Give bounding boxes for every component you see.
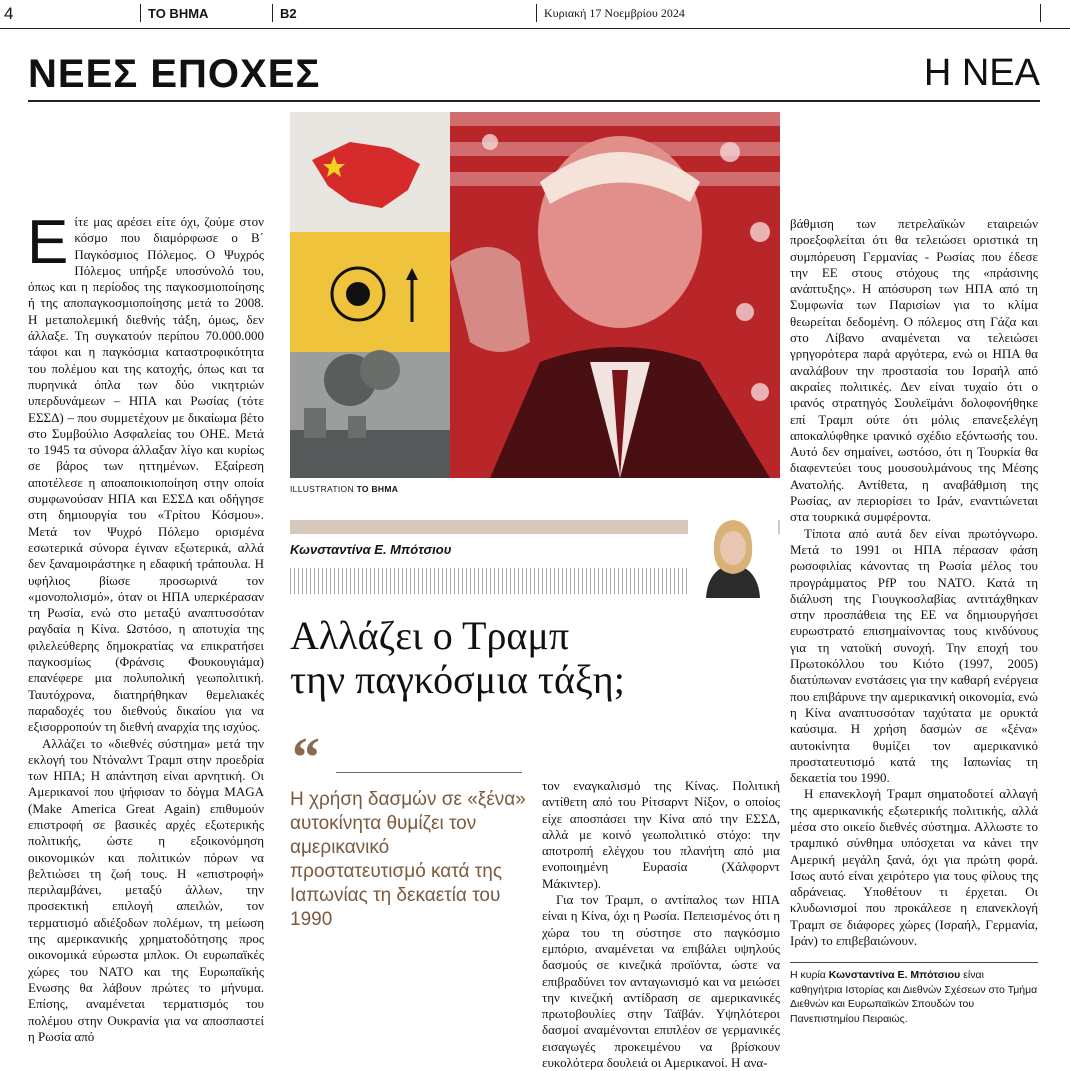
bio-rule xyxy=(790,962,1038,963)
section-title: ΝΕΕΣ ΕΠΟΧΕΣ xyxy=(28,52,321,96)
pull-quote: Η χρήση δασμών σε «ξένα» αυτοκίνητα θυμίζει τον αμερικανικό προστατευτισμό κατά της Ιαπωνίας τη δεκαετία του 1990 xyxy=(290,789,526,930)
illustration-credit: ILLUSTRATION ΤΟ ΒΗΜΑ xyxy=(290,484,399,494)
quote-mark-icon: “ xyxy=(292,727,320,789)
article-column-3 xyxy=(542,778,780,1071)
section-code: B2 xyxy=(280,6,297,21)
illustration xyxy=(290,112,780,478)
top-bar xyxy=(0,0,1070,29)
headline-line-2: την παγκόσμια τάξη; xyxy=(290,657,625,702)
author-photo xyxy=(688,514,778,598)
decorative-hatch xyxy=(290,568,690,594)
illustration-art xyxy=(290,112,780,478)
paper-name: ΤΟ ΒΗΜΑ xyxy=(148,6,209,21)
paragraph: βάθμιση των πετρελαϊκών εταιρειών προεξοφλείται ότι θα τελειώσει οριστικά τη συμπόρευση Γερμανίας - Ρωσίας που έδεσε την ΕΕ στους στόχους της «πράσινης ανάπτυξης». Η απόσυρση των ΗΠΑ από τη Συμφωνία των Παρισίων για το κλίμα θεωρείται δεδομένη. Ο πόλεμος στη Γάζα και στο Λίβανο αναμένεται να τελειώσει γρηγορότερα παρά αργότερα, ενώ οι ΗΠΑ θα αναλάβουν την προστασία του Ισραήλ από ακραίες πολιτικές. Δεν είναι τυχαίο ότι ο ιρανός στρατηγός Σουλεϊμάνι δολοφονήθηκε επί Τραμπ ούτε ότι μόλις επανεξελέγη αποκαλύφθηκε ιρανικό σχέδιο εξόντωσής του. Αυτό δεν σημαίνει, ωστόσο, ότι η Τουρκία θα διαφεντεύει τους μουσουλμάνους της Μέσης Ανατολής. Αντίθετα, η αναβάθμιση της Ρωσίας, αν περιορίσει το Ιράν, εναντιώνεται στα τουρκικά συμφέροντα. xyxy=(790,216,1038,525)
headline xyxy=(290,614,780,702)
paragraph: Τίποτα από αυτά δεν είναι πρωτόγνωρο. Μετά το 1991 οι ΗΠΑ πέρασαν φάση ρωσοφιλίας κάνοντας τη Ρωσία μέλος του προγράμματος PfP του ΝΑΤΟ. Κατά τη διάλυση της Γιουγκοσλαβίας αντιτάχθηκαν στην προσπάθεια της ΕΕ να δημιουργήσει ευρωστρατό επισημαίνοντας τους κινδύνους για τη νατοϊκή συνοχή. Την εποχή του Πρωτοκόλλου του Κιότο (1997, 2005) διατύπωναν ενστάσεις για την καθαρή ενέργεια που επιβάρυνε την αμερικανική οικονομία, ενώ η Κίνα αναπτυσσόταν ταχύτατα με ορυκτά καύσιμα. Η χρήση δασμών σε «ξένα» αυτοκίνητα θυμίζει τον αμερικανικό προστατευτισμό κατά της Ιαπωνίας τη δεκαετία του 1990. xyxy=(790,525,1038,786)
article-column-1 xyxy=(27,208,264,1044)
article-column-4 xyxy=(790,216,1038,956)
drop-cap: Ε xyxy=(27,208,69,277)
author-byline: Κωνσταντίνα Ε. Μπότσιου xyxy=(290,542,452,557)
paragraph: τον εναγκαλισμό της Κίνας. Πολιτική αντίθετη από του Ρίτσαρντ Νίξον, ο οποίος είχε αποσπάσει την Κίνα από την ΕΣΣΔ, αλλά με κοινό γεωπολιτικό στόχο: την αποτροπή ελέγχου του πλανήτη από μια ενοποιημένη Ευρασία (Χάλφορντ Μάκιντερ). xyxy=(542,778,780,891)
paragraph: Για τον Τραμπ, ο αντίπαλος των ΗΠΑ είναι η Κίνα, όχι η Ρωσία. Πεπεισμένος ότι η χώρα του τη σύστησε στο παγκόσμιο εμπόριο, αναμένεται να επιβάλει υψηλούς δασμούς σε κινεζικά προϊόντα, ώστε να επιβραδύνει τον ανταγωνισμό και να μειώσει την κινεζική αντίδραση σε αμερικανικές πρωτοβουλίες στην Ταϊβάν. Υψηλότεροι δασμοί αναμένονται επιπλέον σε γερμανικές εισαγωγές προκειμένου να βρίσκουν ευκολότερα δουλειά οι Αμερικανοί. Η ανα- xyxy=(542,892,780,1071)
issue-date: Κυριακή 17 Νοεμβρίου 2024 xyxy=(544,6,685,20)
paragraph: ίτε μας αρέσει είτε όχι, ζούμε στον κόσμο που διαμόρφωσε ο Β΄ Παγκόσμιος Πόλεμος. Ο Ψυχρός Πόλεμος υπήρξε υποσύνολό του, όπως και η περίοδος της παγκοσμιοποίησης ή της αποπαγκοσμιοποίησης μετά το 2008. Η μεταπολεμική διεθνής τάξη, όμως, δεν άλλαξε. Τη συγκατούν περίπου 70.000.000 τάφοι και η παγκόσμια καταστροφικότητα του πολέμου και της κατοχής, όπως και τα πυρηνικά όπλα των δύο νικητριών υπερδυνάμεων – ΗΠΑ και Ρωσίας (τότε ΕΣΣΔ) – που συμμετέχουν με δικαίωμα βέτο στο Συμβούλιο Ασφαλείας του ΟΗΕ. Μετά το 1945 τα σύνορα άλλαξαν λίγο και κυρίως σε βάρος των ηττημένων. Εξαίρεση αποτέλεσε η αποαποικιοποίηση στην οποία συμφωνούσαν ΗΠΑ και ΕΣΣΔ και οδήγησε στη δημιουργία του «Τρίτου Κόσμου». Μετά τον Ψυχρό Πόλεμο ορισμένα εσωτερικά σύνορα έγιναν εξωτερικά, αλλά δεν ξαναμοιράστηκε η εδαφική τράπουλα. Η υφήλιος βίωσε προσωρινά τον «μονοπολισμό», όταν οι ΗΠΑ υπερκέρασαν τη Ρωσία, ενώ στο μεταξύ αναπτυσσόταν ραγδαία η Κίνα. Ωστόσο, η αποτυχία της φιλελεύθερης δημοκρατίας να επικρατήσει παγκοσμίως (Φράνσις Φουκουγιάμα) επανέφερε μια πολυπολική γεωπολιτική. Ταυτόχρονα, διατηρήθηκαν θεμελιακές παραδοχές του διεθνούς δικαίου για να εξισορροπούν τη διεθνή αναρχία της ισχύος. xyxy=(28,214,264,735)
page-number: 4 xyxy=(4,4,14,23)
quote-rule xyxy=(336,772,522,773)
paragraph: Η επανεκλογή Τραμπ σηματοδοτεί αλλαγή της αμερικανικής εξωτερικής πολιτικής, αλλά μέσα στο οικείο διεθνές σύστημα. Αλλωστε το τραμπικό σύνθημα υπόσχεται να κάνει την Αμερική μεγάλη ξανά, όχι για πρώτη φορά. Ισως αυτό είναι χειρότερο για τους φίλους της αδράνειας. Υποθέτουν τι έρχεται. Οι κλυδωνισμοί που προκάλεσε η επανεκλογή Τραμπ σε διάφορες χώρες (Ισραήλ, Γερμανία, Ιράν) το επιβεβαιώνουν. xyxy=(790,786,1038,949)
author-bio: Η κυρία Κωνσταντίνα Ε. Μπότσιου είναι καθηγήτρια Ιστορίας και Διεθνών Σχέσεων στο Τμήμα Διεθνών και Ευρωπαϊκών Σπουδών του Πανεπιστημίου Πειραιώς. xyxy=(790,969,1038,1025)
section-rule xyxy=(28,100,1040,102)
section-label: Η ΝΕΑ xyxy=(923,52,1040,94)
paragraph: Αλλάζει το «διεθνές σύστημα» μετά την εκλογή του Ντόναλντ Τραμπ στην προεδρία των ΗΠΑ; Η απάντηση είναι αρνητική. Οι Αμερικανοί που ψήφισαν το δόγμα MAGA (Make America Great Again) επιθυμούν επιστροφή σε βασικές αρχές εξωτερικής πολιτικής, ώστε η εξοικονόμηση οικονομικών και πολιτικών πόρων να βελτιώσει τη ζωή τους. Η «επιστροφή» περιλαμβάνει, μεταξύ άλλων, την προσεκτική επιλογή απειλών, τον τερματισμό αδιέξοδων πολέμων, τη μείωση της αμερικανικής χρηματοδότησης προς οικονομικά εύρωστα μπλοκ. Οι ευρωπαϊκές χώρες του ΝΑΤΟ και της Ευρωπαϊκής Ενωσης θα λάβουν πρώτες το μήνυμα. Επίσης, αναμένεται τερματισμός του πολέμου στην Ουκρανία για να αποσπαστεί η Ρωσία από xyxy=(28,735,264,1044)
headline-line-1: Αλλάζει ο Τραμπ xyxy=(290,613,570,658)
